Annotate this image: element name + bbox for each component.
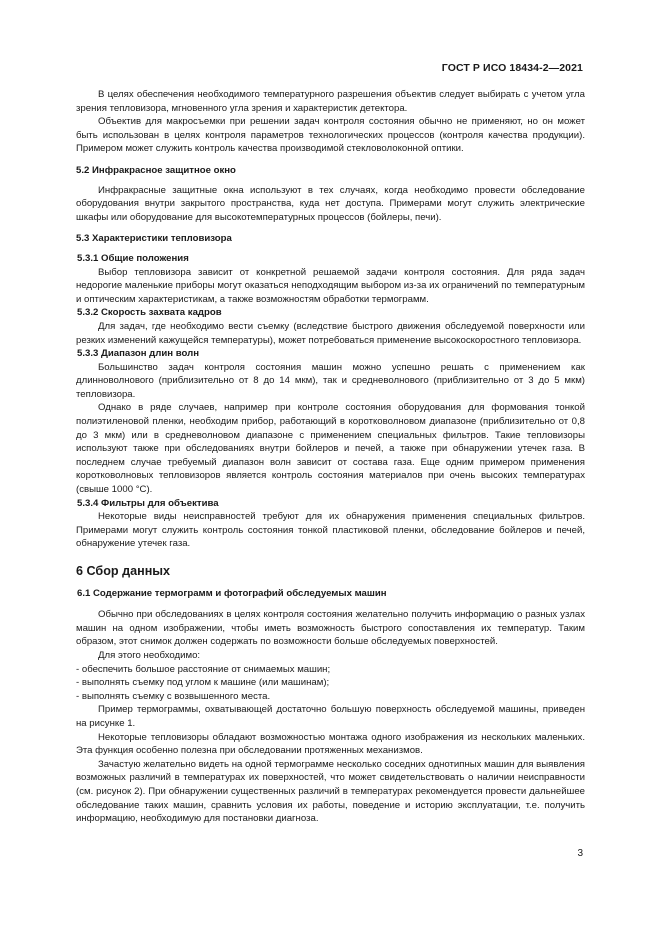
- paragraph: Для этого необходимо:: [98, 649, 201, 661]
- paragraph: Большинство задач контроля состояния машин можно успешно решать с применением как длинноволнового (приблизительно от 8 до 14 мкм), так и средневолнового (приблизительно от 3 до 5 мкм) тепловизора.: [76, 361, 585, 400]
- list-item: - выполнять съемку под углом к машине (или машинам);: [76, 677, 330, 689]
- paragraph: Для задач, где необходимо вести съемку (вследствие быстрого движения обследуемой поверхности или резких изменений кажущейся температуры), может потребоваться применение высокоскоростного тепловизора.: [76, 320, 585, 346]
- subsection-heading-5-3-3: 5.3.3 Диапазон длин волн: [77, 348, 199, 360]
- paragraph: Обычно при обследованиях в целях контроля состояния желательно получить информацию о разных узлах машин на одном изображении, чтобы иметь возможность быстрого сопоставления их температур. Таким образом, этот снимок должен содержать по возможности больше обследуемых поверхностей.: [76, 609, 585, 648]
- paragraph: Некоторые виды неисправностей требуют для их обнаружения применения специальных фильтров. Примерами могут служить контроль состояния тонкой пластиковой пленки, обследование бойлеров и печей, обнаружение утечек газа.: [76, 511, 585, 550]
- section-heading-5-2: 5.2 Инфракрасное защитное окно: [76, 164, 236, 176]
- paragraph: В целях обеспечения необходимого температурного разрешения объектив следует выбирать с учетом угла зрения тепловизора, мгновенного угла зрения и характеристик детектора.: [76, 89, 585, 114]
- page-number: 3: [577, 848, 583, 859]
- paragraph: Некоторые тепловизоры обладают возможностью монтажа одного изображения из нескольких маленьких. Эта функция особенно полезна при обследовании протяженных механизмов.: [76, 731, 585, 757]
- list-item: - обеспечить большое расстояние от снимаемых машин;: [76, 663, 331, 675]
- subsection-heading-6-1: 6.1 Содержание термограмм и фотографий обследуемых машин: [77, 587, 387, 599]
- document-header: ГОСТ Р ИСО 18434-2—2021: [441, 62, 583, 74]
- paragraph: Зачастую желательно видеть на одной термограмме несколько соседних однотипных машин для выявления возможных различий в температурах их поверхностей, что может свидетельствовать о наличии неисправности (см. рисунок 2). При обнаружении существенных различий в температурах рекомендуется провести дальнейшее обследование таких машин, сравнить условия их работы, поведение и историю эксплуатации, т.е. получить информацию, необходимую для постановки диагноза.: [76, 758, 585, 825]
- subsection-heading-5-3-1: 5.3.1 Общие положения: [77, 252, 189, 264]
- paragraph: Пример термограммы, охватывающей достаточно большую поверхность обследуемой машины, приведен на рисунке 1.: [76, 704, 585, 729]
- paragraph: Объектив для макросъемки при решении задач контроля состояния обычно не применяют, но он может быть использован в целях контроля параметров технологических процессов (контроля качества продукции). Примером может служить контроль качества производимой стекловолоконной оптики.: [76, 116, 585, 155]
- section-heading-6: 6 Сбор данных: [76, 564, 171, 578]
- list-item: - выполнять съемку с возвышенного места.: [76, 690, 271, 702]
- paragraph: Инфракрасные защитные окна используют в тех случаях, когда необходимо провести обследование оборудования внутри закрытого пространства, куда нет доступа. Примерами могут служить электрические шкафы или оборудование для высокотемпературных процессов (бойлеры, печи).: [76, 184, 585, 223]
- document-body: [76, 88, 585, 826]
- paragraph: Выбор тепловизора зависит от конкретной решаемой задачи контроля состояния. Для ряда задач недорогие маленькие приборы могут оказаться неподходящим выбором из-за их ограничений по температурным и оптическим характеристикам, а также возможностям обработки термограмм.: [76, 266, 585, 305]
- subsection-heading-5-3-2: 5.3.2 Скорость захвата кадров: [77, 307, 222, 319]
- paragraph: Однако в ряде случаев, например при контроле состояния оборудования для формования тонкой полиэтиленовой пленки, необходим прибор, работающий в коротковолновом диапазоне (приблизительно от 0,8 до 3 мкм) или в средневолновом диапазоне с применением специальных фильтров. Такие тепловизоры используют также при обследованиях внутри бойлеров и печей, а также при обнаружении утечек газа. В последнем случае требуемый диапазон волн зависит от состава газа. Еще одним примером применения коротковолновых тепловизоров является контроль состояния материалов при очень высоких температурах (свыше 1000 °C).: [76, 402, 585, 496]
- section-heading-5-3: 5.3 Характеристики тепловизора: [76, 233, 232, 245]
- subsection-heading-5-3-4: 5.3.4 Фильтры для объектива: [77, 497, 219, 509]
